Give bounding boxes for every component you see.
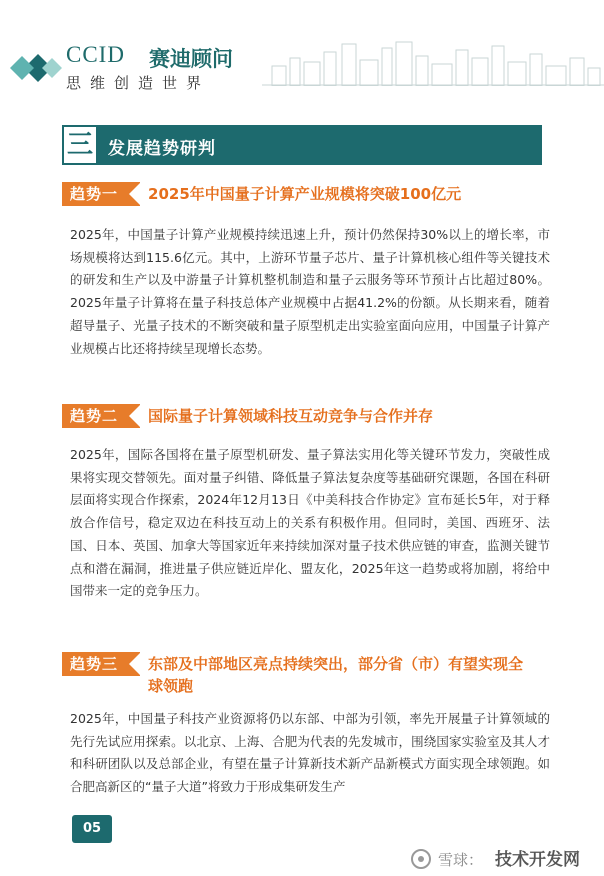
slogan: 思维创造世界	[66, 74, 211, 92]
page-number: 05	[72, 815, 112, 843]
watermark-text: 雪球：	[438, 850, 484, 869]
trend-title: 东部及中部地区亮点持续突出，部分省（市）有望实现全球领跑	[148, 655, 524, 695]
trend-heading-1	[62, 182, 542, 206]
trend-badge: 趋势三	[62, 652, 140, 676]
site-watermark: 技术开发网	[495, 850, 580, 870]
trend-paragraph-3: 2025年，中国量子科技产业资源将仍以东部、中部为引领，率先开展量子计算领域的先行先试应用探索。以北京、上海、合肥为代表的先发城市，围绕国家实验室及其人才和科研团队以及总部企业，有望在量子计算新技术新产品新模式方面实现全球领跑。如合肥高新区的“量子大道”将致力于形成集研发生产	[70, 711, 550, 795]
trend-paragraph-2: 2025年，国际各国将在量子原型机研发、量子算法实用化等关键环节发力，突破性成果将实现交替领先。面对量子纠错、降低量子算法复杂度等基础研究课题，各国在科研层面将实现合作探索，2024年12月13日《中美科技合作协定》宣布延长5年，对于释放合作信号，稳定双边在科技互动上的关系有积极作用。但同时，美国、西班牙、法国、日本、英国、加拿大等国家近年来持续加深对量子技术供应链的审查，监测关键节点和潜在漏洞，推进量子供应链近岸化、盟友化，2025年这一趋势或将加剧，将给中国带来一定的竞争压力。	[70, 447, 550, 599]
trend-title: 国际量子计算领域科技互动竞争与合作并存	[148, 407, 434, 425]
xueqiu-watermark	[410, 848, 483, 870]
section-title: 发展趋势研判	[108, 139, 216, 159]
trend-title: 2025年中国量子计算产业规模将突破100亿元	[148, 185, 462, 203]
trend-badge: 趋势二	[62, 404, 140, 428]
snowball-icon	[410, 848, 432, 870]
trend-heading-2	[62, 404, 542, 428]
section-number: 三	[62, 125, 98, 165]
logo-text-cn: 赛迪顾问	[149, 47, 233, 71]
trend-badge: 趋势一	[62, 182, 140, 206]
city-skyline-illustration	[262, 40, 604, 86]
logo-text-en: CCID	[66, 42, 125, 67]
trend-heading-3	[62, 652, 542, 697]
trend-paragraph-1: 2025年，中国量子计算产业规模持续迅速上升，预计仍然保持30%以上的增长率，市场规模将达到115.6亿元。其中，上游环节量子芯片、量子计算机核心组件等关键技术的研发和生产以及中游量子计算机整机制造和量子云服务等环节预计占比超过80%。2025年量子计算将在量子科技总体产业规模中占据41.2%的份额。从长期来看，随着超导量子、光量子技术的不断突破和量子原型机走出实验室面向应用，中国量子计算产业规模占比还将持续呈现增长态势。	[70, 227, 550, 356]
page-header	[0, 0, 604, 110]
ccid-logo-icon	[10, 46, 66, 90]
